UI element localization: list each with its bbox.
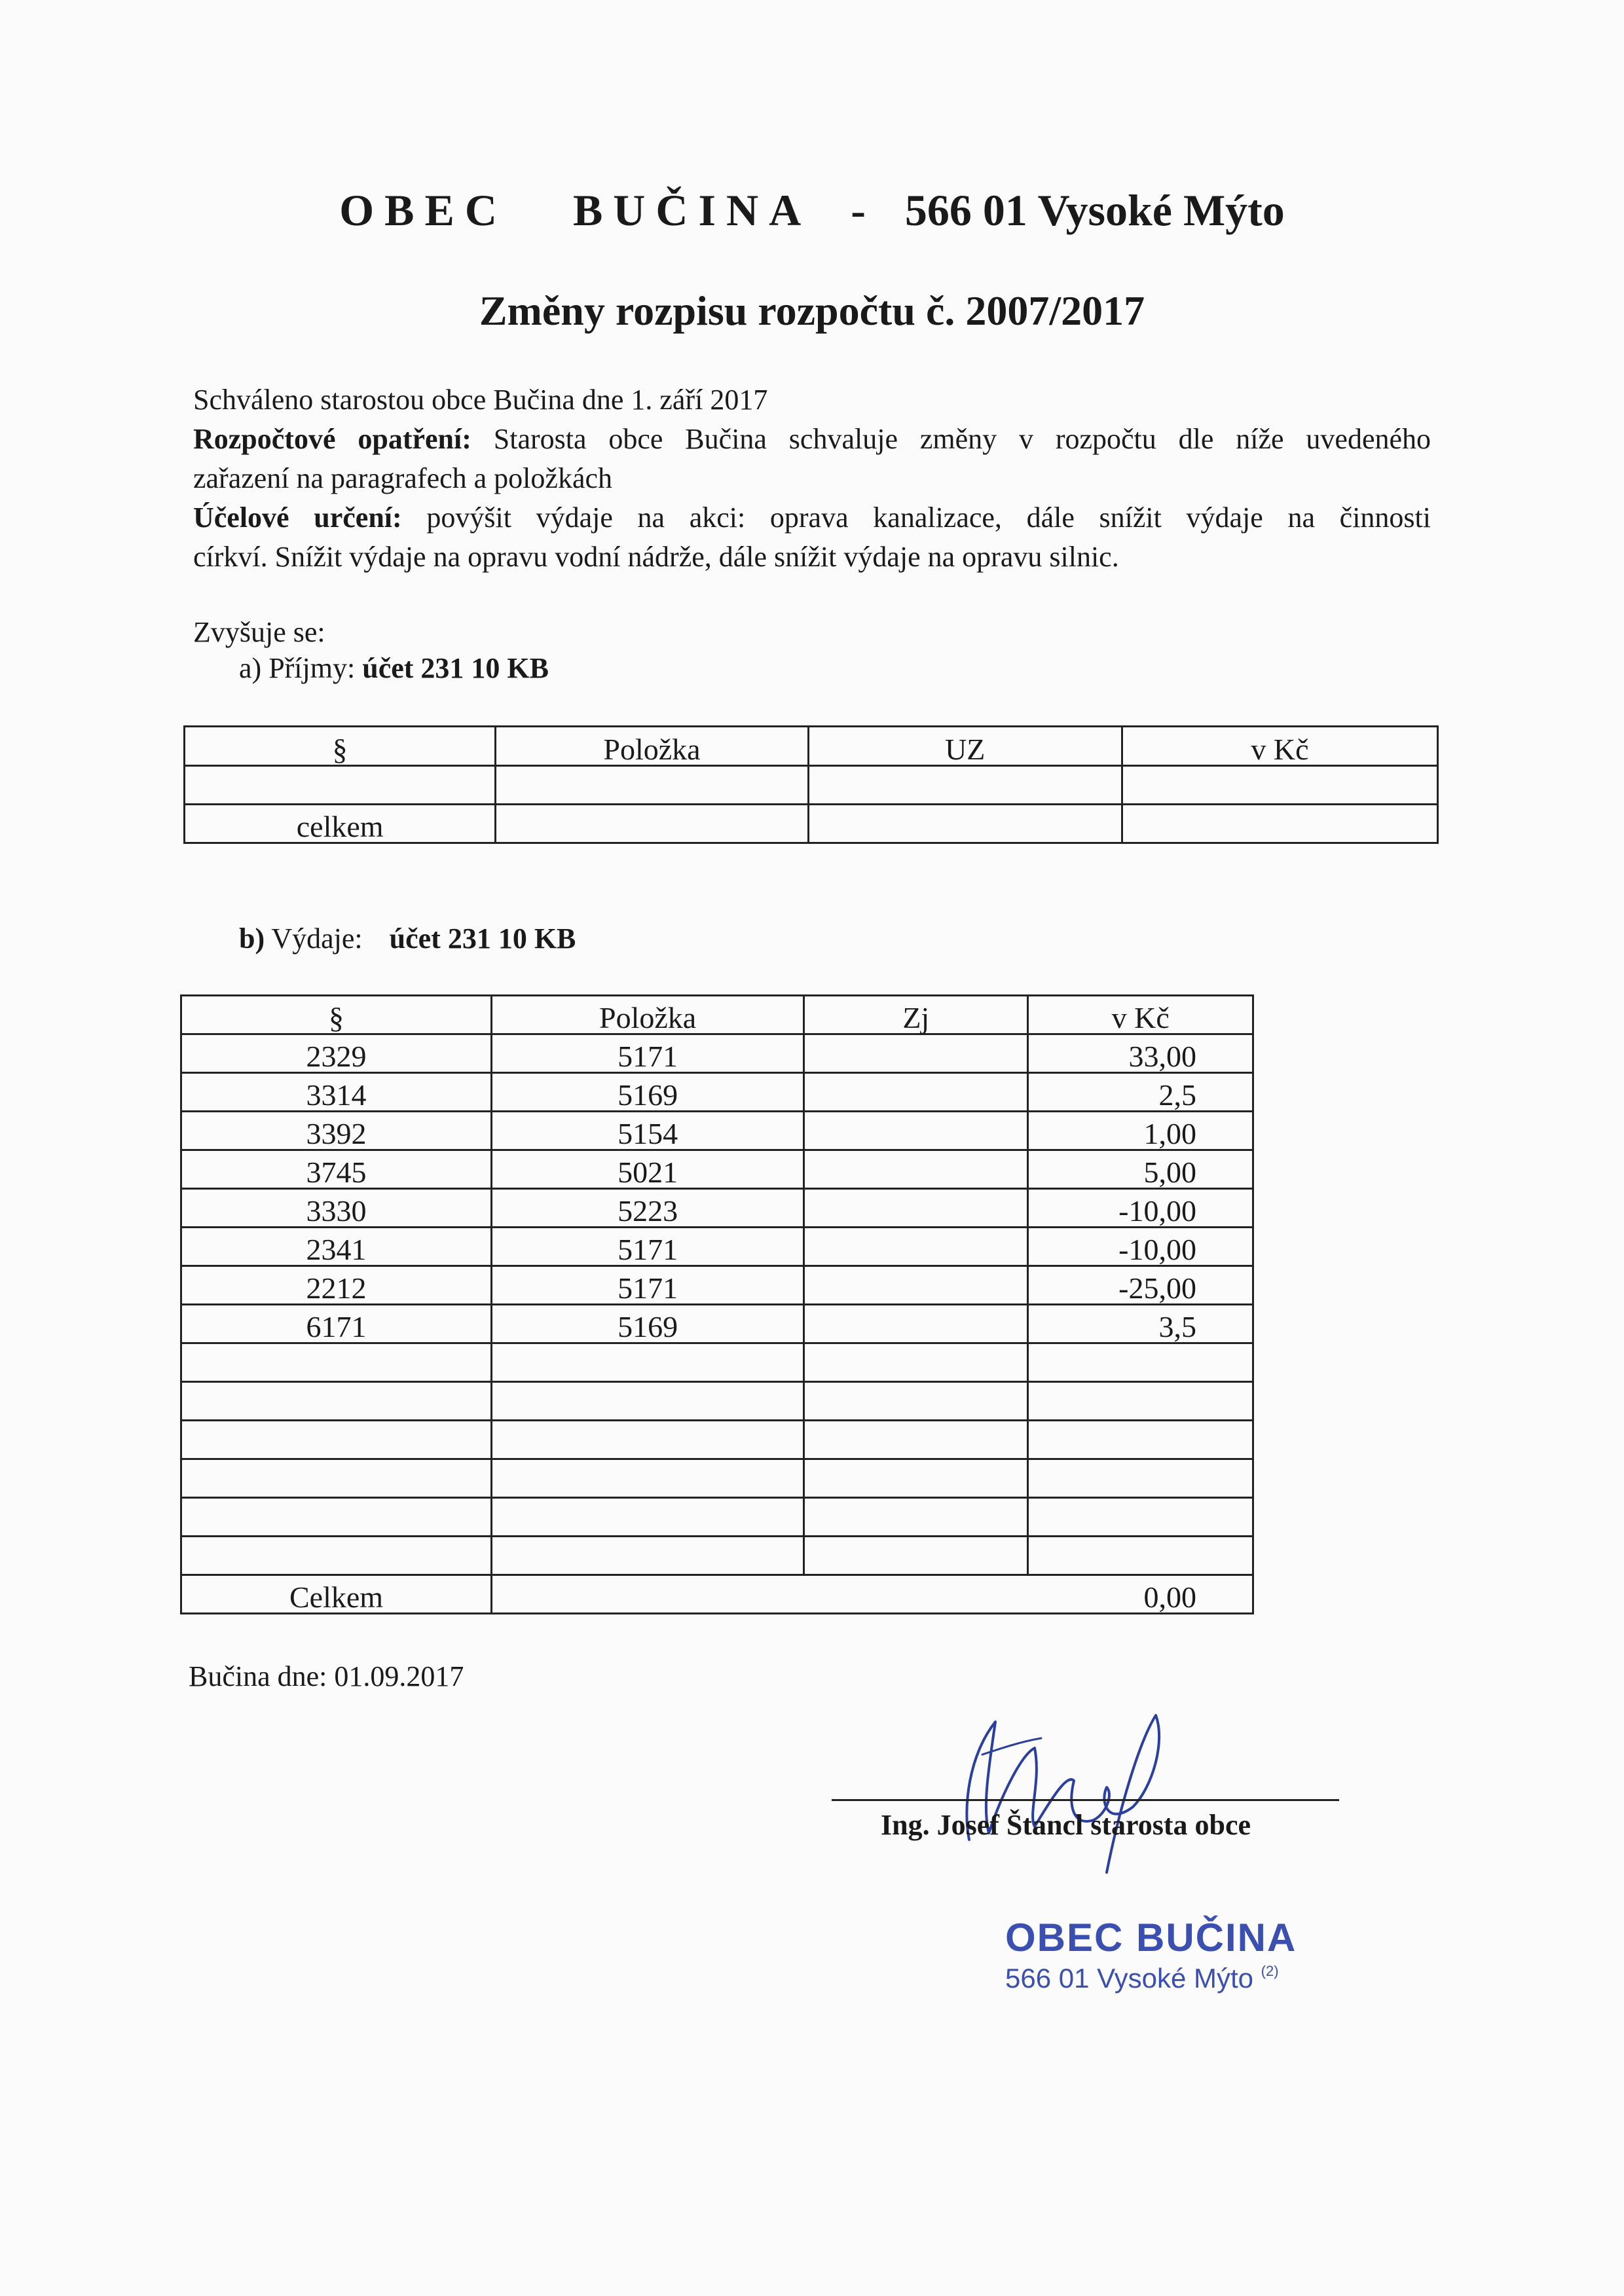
- expense-item-cell: 5171: [492, 1034, 804, 1073]
- purpose-text-1: povýšit výdaje na akci: oprava kanalizace, dále snížit výdaje na činnosti: [426, 501, 1431, 534]
- table-row: [185, 766, 1438, 805]
- expense-item-cell: 5154: [492, 1112, 804, 1150]
- expense-paragraph-cell: 2341: [181, 1228, 492, 1266]
- income-header-amount: v Kč: [1122, 727, 1437, 766]
- date-line: Bučina dne: 01.09.2017: [189, 1660, 464, 1692]
- expense-amount-cell: 2,5: [1028, 1073, 1253, 1112]
- purpose-label: Účelové určení:: [193, 501, 402, 534]
- table-cell: [1122, 805, 1437, 843]
- expense-item-cell: 5171: [492, 1266, 804, 1305]
- signatory-name: Ing. Josef Štancl starosta obce: [881, 1809, 1251, 1841]
- table-row-empty: [181, 1343, 1253, 1382]
- table-cell: [492, 1575, 1028, 1614]
- expense-zj-cell: [804, 1034, 1028, 1073]
- table-cell: [492, 1498, 804, 1537]
- expense-zj-cell: [804, 1228, 1028, 1266]
- expense-item-cell: 5169: [492, 1073, 804, 1112]
- expense-zj-cell: [804, 1305, 1028, 1343]
- table-row-empty: [181, 1498, 1253, 1537]
- table-cell: [181, 1498, 492, 1537]
- table-cell: [804, 1343, 1028, 1382]
- expense-item-cell: 5223: [492, 1189, 804, 1228]
- expense-paragraph-cell: 3330: [181, 1189, 492, 1228]
- expense-zj-cell: [804, 1112, 1028, 1150]
- table-cell: [181, 1382, 492, 1421]
- table-row: [181, 1228, 1253, 1266]
- income-heading: [239, 651, 549, 685]
- expense-amount-cell: -25,00: [1028, 1266, 1253, 1305]
- table-cell: [804, 1537, 1028, 1575]
- table-row: [181, 1150, 1253, 1189]
- table-row-empty: [181, 1459, 1253, 1498]
- table-row: [181, 1305, 1253, 1343]
- header-address: 566 01 Vysoké Mýto: [904, 185, 1285, 235]
- purpose-line-1: [193, 501, 1431, 534]
- table-cell: [1028, 1537, 1253, 1575]
- expenses-total-value: 0,00: [1028, 1575, 1253, 1614]
- expenses-total-row: [181, 1575, 1253, 1614]
- expense-zj-cell: [804, 1189, 1028, 1228]
- income-total-row: [185, 805, 1438, 843]
- expense-amount-cell: 3,5: [1028, 1305, 1253, 1343]
- stamp-municipality: OBEC BUČINA: [1005, 1916, 1297, 1959]
- table-header-row: [185, 727, 1438, 766]
- table-cell: [804, 1459, 1028, 1498]
- expense-paragraph-cell: 3314: [181, 1073, 492, 1112]
- table-cell: [492, 1343, 804, 1382]
- table-cell: [1028, 1343, 1253, 1382]
- table-cell: [185, 766, 496, 805]
- income-account: účet 231 10 KB: [362, 652, 549, 684]
- signature-line: [832, 1799, 1339, 1801]
- table-cell: [496, 805, 808, 843]
- expenses-total-label: Celkem: [181, 1575, 492, 1614]
- stamp-address-text: 566 01 Vysoké Mýto: [1005, 1963, 1253, 1994]
- table-row: [181, 1073, 1253, 1112]
- table-cell: [1028, 1498, 1253, 1537]
- expense-amount-cell: 33,00: [1028, 1034, 1253, 1073]
- expenses-prefix: b): [239, 922, 265, 955]
- expense-amount-cell: -10,00: [1028, 1228, 1253, 1266]
- expense-amount-cell: -10,00: [1028, 1189, 1253, 1228]
- income-label: Příjmy:: [268, 652, 356, 684]
- table-header-row: [181, 996, 1253, 1034]
- expenses-header-paragraph: §: [181, 996, 492, 1034]
- expense-paragraph-cell: 2212: [181, 1266, 492, 1305]
- measure-text-1: Starosta obce Bučina schvaluje změny v rozpočtu dle níže uvedeného: [493, 423, 1431, 455]
- table-row: [181, 1266, 1253, 1305]
- table-cell: [1028, 1421, 1253, 1459]
- expense-zj-cell: [804, 1266, 1028, 1305]
- expenses-heading: [239, 922, 576, 955]
- table-cell: [181, 1343, 492, 1382]
- increase-label: Zvyšuje se:: [193, 616, 325, 648]
- income-header-item: Položka: [496, 727, 808, 766]
- table-cell: [181, 1459, 492, 1498]
- expense-amount-cell: 1,00: [1028, 1112, 1253, 1150]
- expense-paragraph-cell: 6171: [181, 1305, 492, 1343]
- expenses-label: Výdaje:: [271, 922, 363, 955]
- purpose-text-2: církví. Snížit výdaje na opravu vodní nádrže, dále snížit výdaje na opravu silnic.: [193, 541, 1119, 573]
- table-cell: [804, 1498, 1028, 1537]
- table-cell: [1028, 1382, 1253, 1421]
- table-cell: [1122, 766, 1437, 805]
- table-row: [181, 1034, 1253, 1073]
- measure-text-2: zařazení na paragrafech a položkách: [193, 462, 612, 494]
- expense-paragraph-cell: 3392: [181, 1112, 492, 1150]
- expense-paragraph-cell: 2329: [181, 1034, 492, 1073]
- table-row-empty: [181, 1421, 1253, 1459]
- expense-amount-cell: 5,00: [1028, 1150, 1253, 1189]
- expenses-header-item: Položka: [492, 996, 804, 1034]
- approval-line: Schváleno starostou obce Bučina dne 1. září 2017: [193, 384, 768, 416]
- table-cell: [492, 1421, 804, 1459]
- table-row: [181, 1112, 1253, 1150]
- table-cell: [181, 1537, 492, 1575]
- expenses-header-zj: Zj: [804, 996, 1028, 1034]
- income-prefix: a): [239, 652, 262, 684]
- expense-item-cell: 5021: [492, 1150, 804, 1189]
- table-cell: [1028, 1459, 1253, 1498]
- handwritten-signature: [943, 1676, 1179, 1892]
- income-total-label: celkem: [185, 805, 496, 843]
- table-cell: [181, 1421, 492, 1459]
- stamp-address: [1005, 1963, 1279, 1994]
- expense-zj-cell: [804, 1073, 1028, 1112]
- table-row-empty: [181, 1537, 1253, 1575]
- stamp-mark: (2): [1261, 1963, 1279, 1979]
- table-row: [181, 1189, 1253, 1228]
- income-header-paragraph: §: [185, 727, 496, 766]
- table-cell: [492, 1459, 804, 1498]
- table-cell: [492, 1382, 804, 1421]
- table-row-empty: [181, 1382, 1253, 1421]
- table-cell: [804, 1421, 1028, 1459]
- header-dash: -: [851, 185, 866, 235]
- expense-zj-cell: [804, 1150, 1028, 1189]
- income-table: [183, 725, 1439, 844]
- expenses-table: [180, 994, 1254, 1614]
- measure-line-1: [193, 422, 1431, 456]
- income-header-uz: UZ: [808, 727, 1122, 766]
- document-header: [0, 185, 1624, 236]
- header-municipality-name: BUČINA: [572, 185, 812, 235]
- expenses-account: účet 231 10 KB: [389, 922, 576, 955]
- expenses-header-amount: v Kč: [1028, 996, 1253, 1034]
- expense-item-cell: 5171: [492, 1228, 804, 1266]
- header-obec: OBEC: [339, 185, 507, 235]
- table-cell: [808, 766, 1122, 805]
- table-cell: [496, 766, 808, 805]
- table-cell: [492, 1537, 804, 1575]
- expense-paragraph-cell: 3745: [181, 1150, 492, 1189]
- document-title: Změny rozpisu rozpočtu č. 2007/2017: [479, 287, 1145, 334]
- measure-label: Rozpočtové opatření:: [193, 423, 471, 455]
- table-cell: [808, 805, 1122, 843]
- expense-item-cell: 5169: [492, 1305, 804, 1343]
- table-cell: [804, 1382, 1028, 1421]
